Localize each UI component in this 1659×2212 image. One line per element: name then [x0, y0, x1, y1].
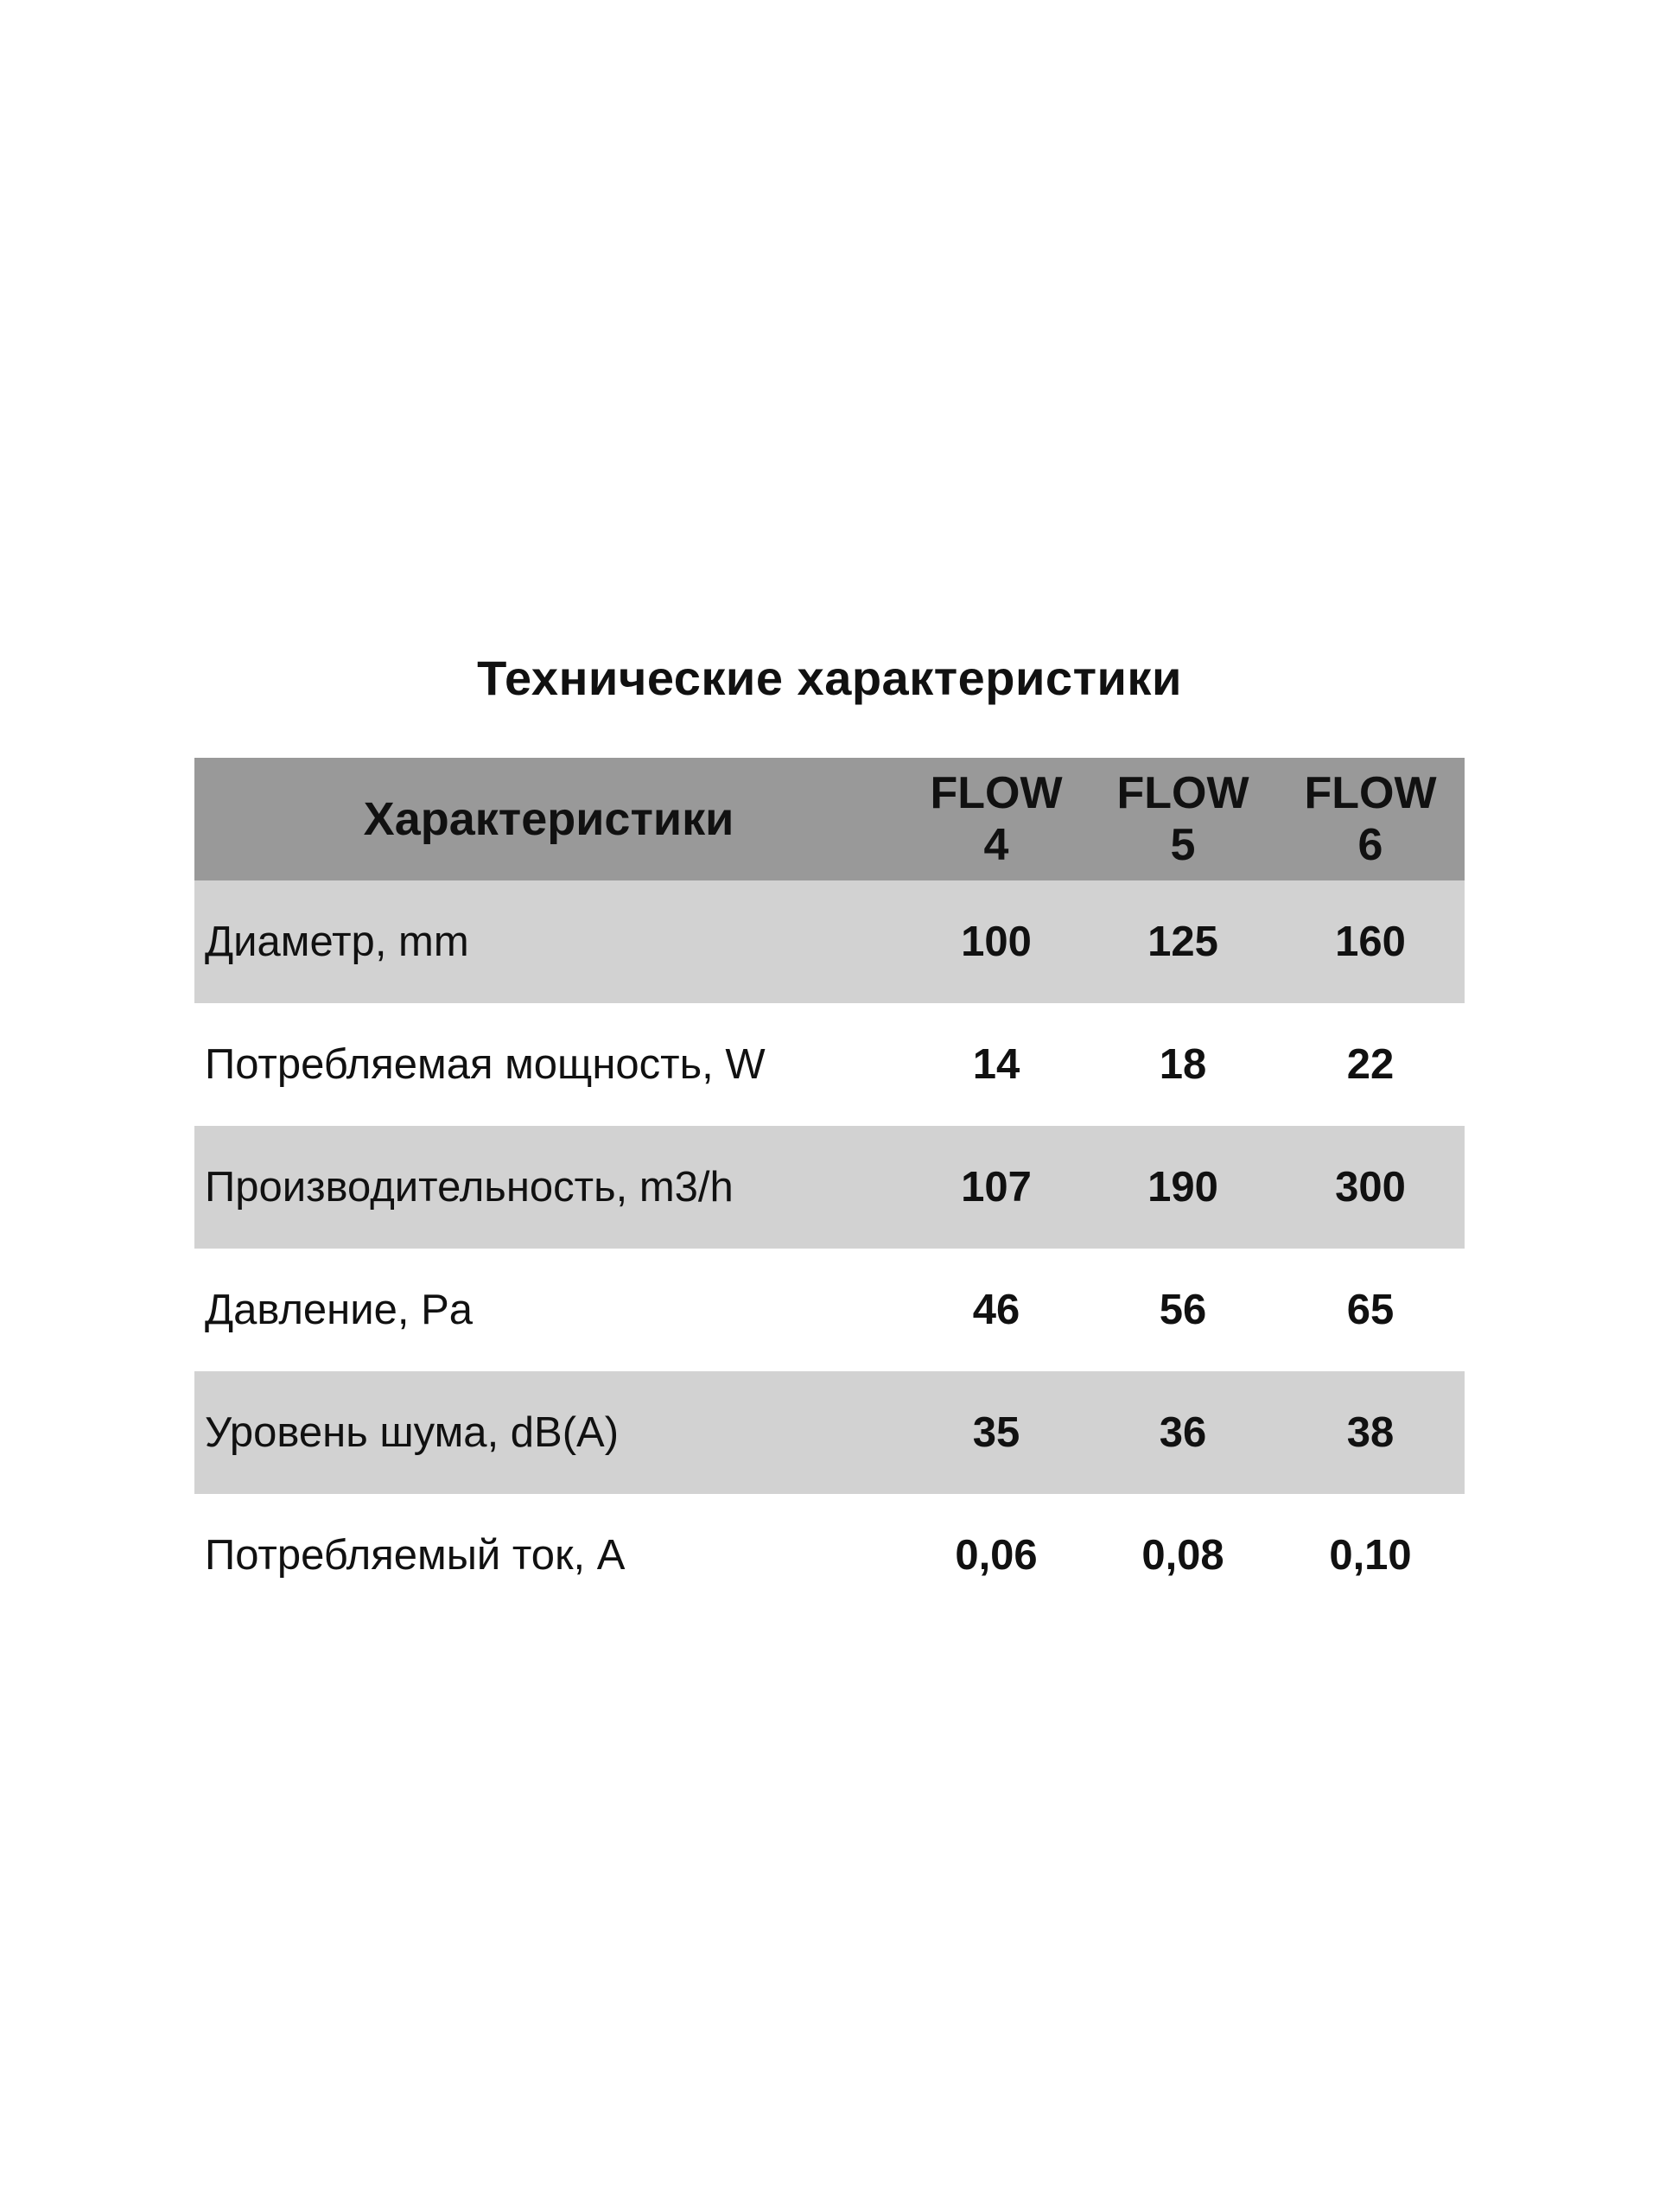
header-model-flow-4: [903, 758, 1090, 880]
cell-value: 160: [1335, 918, 1406, 965]
spec-table: [194, 758, 1465, 1617]
cell-value: 0,06: [955, 1532, 1038, 1579]
header-model-flow-5: [1090, 758, 1276, 880]
cell-value: 35: [972, 1409, 1020, 1456]
cell-value: 190: [1147, 1164, 1218, 1211]
header-characteristics: Характеристики: [363, 793, 734, 845]
row-label: Производительность, m3/h: [205, 1164, 734, 1211]
header-model-number: 4: [983, 820, 1009, 870]
row-label: Давление, Pa: [205, 1287, 474, 1333]
cell-value: 38: [1346, 1409, 1395, 1456]
row-label: Потребляемый ток, A: [205, 1532, 626, 1579]
table-row-pressure: [194, 1249, 1465, 1371]
header-model-name: FLOW: [930, 768, 1063, 818]
cell-value: 56: [1159, 1287, 1207, 1333]
cell-value: 22: [1346, 1041, 1395, 1088]
cell-value: 18: [1159, 1041, 1207, 1088]
row-label: Диаметр, mm: [205, 918, 469, 965]
table-row-diameter: [194, 880, 1465, 1003]
table-row-capacity: [194, 1126, 1465, 1249]
row-label: Потребляемая мощность, W: [205, 1041, 766, 1088]
row-label: Уровень шума, dB(A): [205, 1409, 620, 1456]
table-header-row: [194, 758, 1465, 880]
cell-value: 46: [972, 1287, 1020, 1333]
cell-value: 0,10: [1329, 1532, 1412, 1579]
cell-value: 0,08: [1141, 1532, 1224, 1579]
table-row-current: [194, 1494, 1465, 1617]
header-model-number: 6: [1357, 820, 1383, 870]
header-model-number: 5: [1170, 820, 1196, 870]
header-model-name: FLOW: [1116, 768, 1249, 818]
cell-value: 65: [1346, 1287, 1395, 1333]
cell-value: 300: [1335, 1164, 1406, 1211]
cell-value: 100: [961, 918, 1032, 965]
table-row-noise: [194, 1371, 1465, 1494]
cell-value: 125: [1147, 918, 1218, 965]
header-model-flow-6: [1276, 758, 1465, 880]
cell-value: 36: [1159, 1409, 1207, 1456]
cell-value: 107: [961, 1164, 1032, 1211]
cell-value: 14: [972, 1041, 1020, 1088]
table-row-power: [194, 1003, 1465, 1126]
header-model-name: FLOW: [1304, 768, 1437, 818]
page-title: Технические характеристики: [477, 651, 1182, 705]
